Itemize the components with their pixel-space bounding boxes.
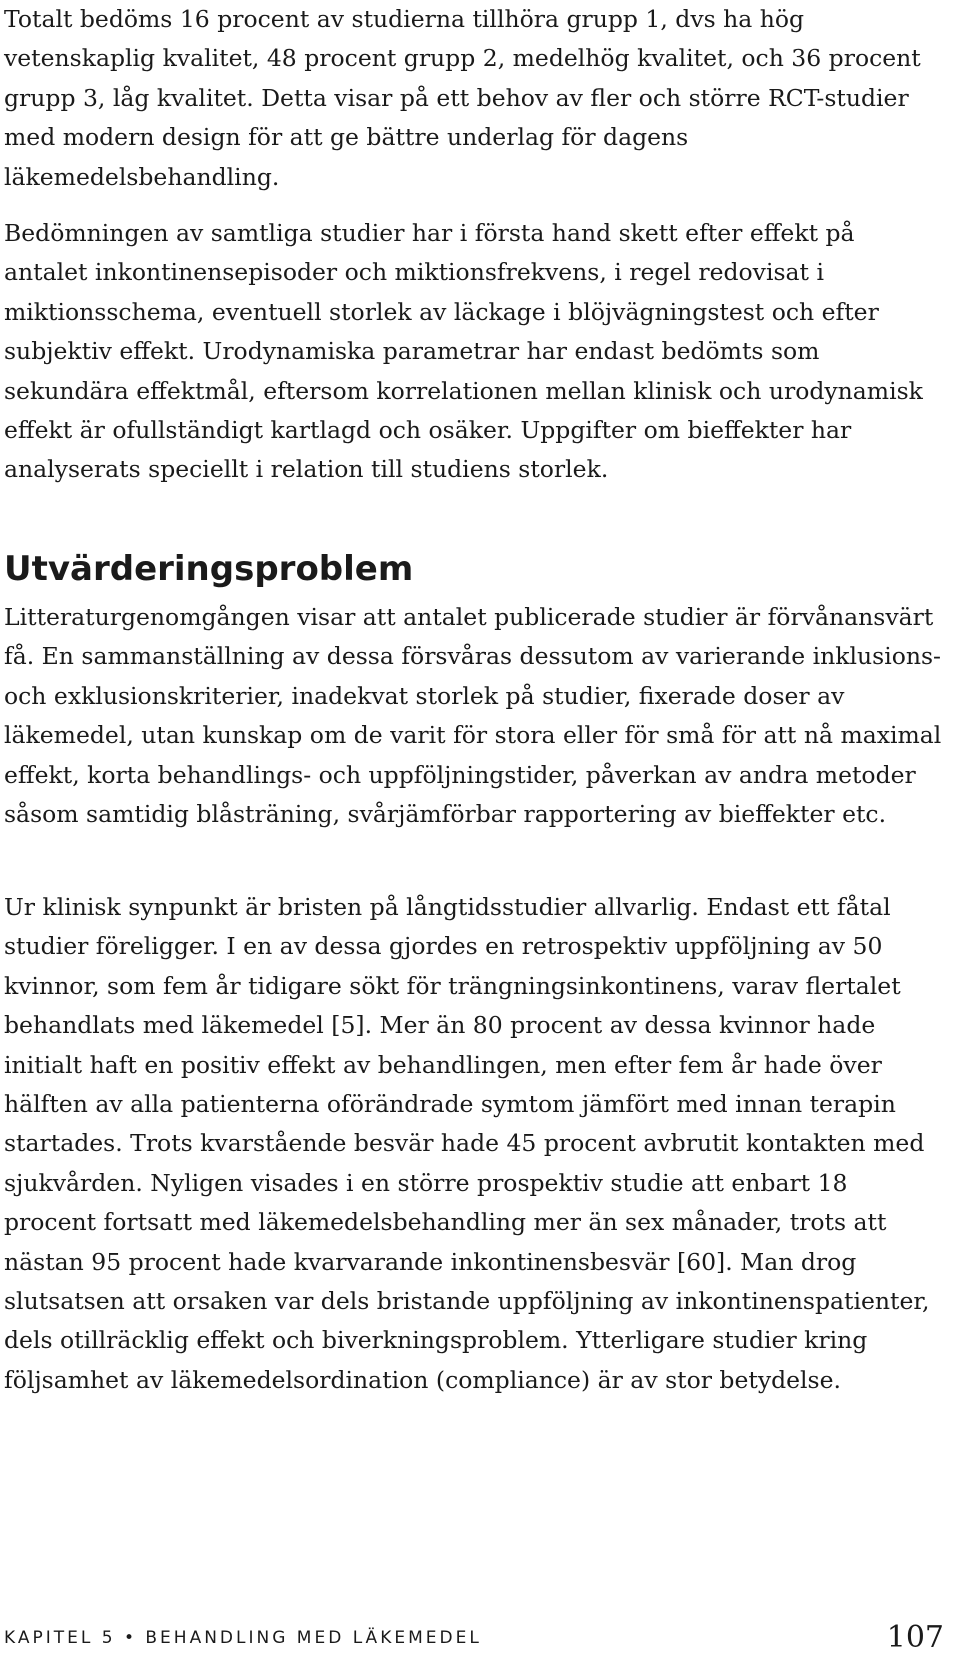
paragraph-clinical: Ur klinisk synpunkt är bristen på långtidsstudier allvarlig. Endast ett fåtal studier föreligger. I en av dessa gjordes en retrospektiv uppföljning av 50 kvinnor, som fem år tidigare sökt för trängningsinkontinens, varav flertalet behandlats med läkemedel [5]. Mer än 80 procent av dessa kvinnor hade initialt haft en positiv effekt av behandlingen, men efter fem år hade över hälften av alla patienterna oförändrade symtom jämfört med innan terapin startades. Trots kvarstående besvär hade 45 procent avbrutit kontakten med sjukvården. Nyligen visades i en större prospektiv studie att enbart 18 procent fortsatt med läkemedelsbehandling mer än sex månader, trots att nästan 95 procent hade kvarvarande inkontinensbesvär [60]. Man drog slutsatsen att orsaken var dels bristande uppföljning av inkontinenspatienter, dels otillräcklig effekt och biverkningsproblem. Ytterligare studier kring följsamhet av läkemedelsordination (compliance) är av stor betydelse.: [4, 893, 930, 1394]
page-footer: [4, 1620, 944, 1656]
page-number: 107: [886, 1620, 944, 1655]
paragraph-assessment: Bedömningen av samtliga studier har i första hand skett efter effekt på antalet inkontinensepisoder och miktionsfrekvens, i regel redovisat i miktionsschema, eventuell storlek av läckage i blöjvägningstest och efter subjektiv effekt. Urodynamiska parametrar har endast bedömts som sekundära effektmål, eftersom korrelationen mellan klinisk och urodynamisk effekt är ofullständigt kartlagd och osäker. Uppgifter om bieffekter har analyserats speciellt i relation till studiens storlek.: [4, 219, 923, 484]
paragraph-problems: Litteraturgenomgången visar att antalet publicerade studier är förvånansvärt få. En sammanställning av dessa försvåras dessutom av varierande inklusions- och exklusionskriterier, inadekvat storlek på studier, fixerade doser av läkemedel, utan kunskap om de varit för stora eller för små för att nå maximal effekt, korta behandlings- och uppföljningstider, påverkan av andra metoder såsom samtidig blåsträning, svårjämförbar rapportering av bieffekter etc.: [4, 603, 942, 829]
running-title: KAPITEL 5 • BEHANDLING MED LÄKEMEDEL: [4, 1628, 482, 1648]
paragraph-intro: Totalt bedöms 16 procent av studierna tillhöra grupp 1, dvs ha hög vetenskaplig kvalitet, 48 procent grupp 2, medelhög kvalitet, och 36 procent grupp 3, låg kvalitet. Detta visar på ett behov av fler och större RCT-studier med modern design för att ge bättre underlag för dagens läkemedelsbehandling.: [4, 5, 921, 191]
section-heading: Utvärderingsproblem: [4, 549, 414, 589]
